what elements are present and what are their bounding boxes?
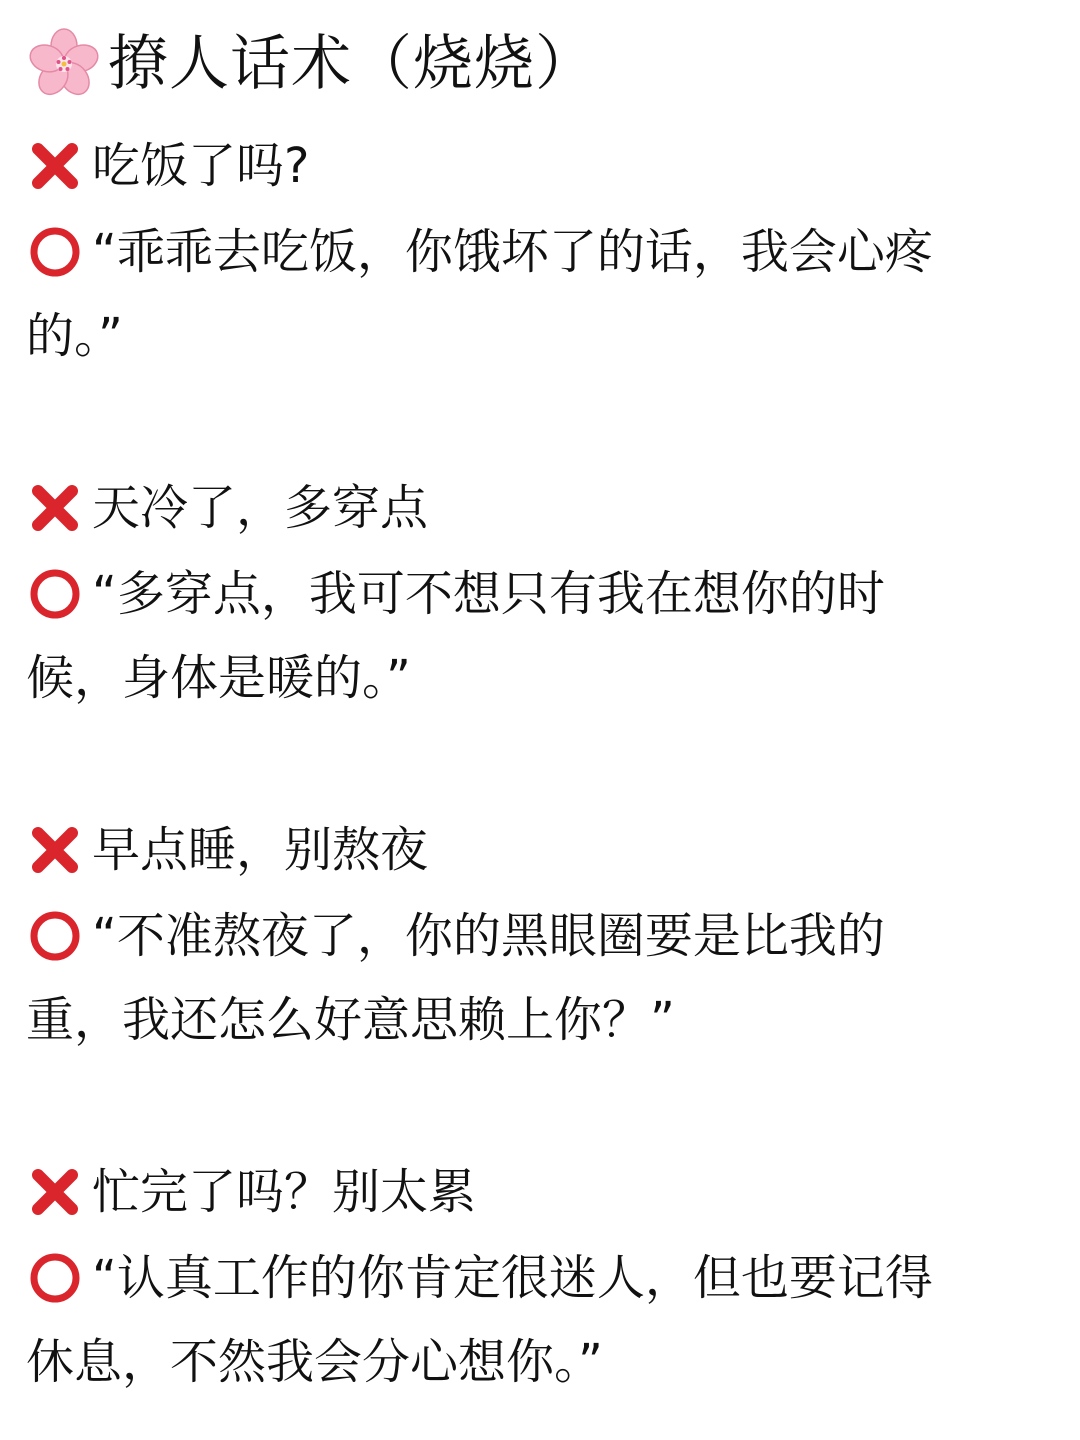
cross-mark-icon <box>26 137 84 195</box>
title-row <box>26 24 596 104</box>
good-phrase: “不准熬夜了，你的黑眼圈要是比我的 <box>92 908 885 964</box>
entry-2-good-cont <box>26 636 1056 720</box>
entry-2-bad <box>26 466 1056 550</box>
entry-4-bad <box>26 1150 1056 1234</box>
good-phrase-cont: 的。” <box>26 308 123 364</box>
cross-mark-icon <box>26 1163 84 1221</box>
entry-3-good <box>26 894 1056 978</box>
cross-mark-icon <box>26 821 84 879</box>
hollow-circle-icon <box>26 565 84 623</box>
bad-phrase: 天冷了，多穿点 <box>92 480 429 536</box>
entry-2-good <box>26 552 1056 636</box>
page-title: 撩人话术（烧烧） <box>108 29 596 99</box>
good-phrase-cont: 休息，不然我会分心想你。” <box>26 1334 603 1390</box>
entry-3-good-cont <box>26 978 1056 1062</box>
good-phrase-cont: 重，我还怎么好意思赖上你？” <box>26 992 675 1048</box>
entry-1-bad <box>26 124 1056 208</box>
bad-phrase: 忙完了吗？别太累 <box>92 1164 477 1220</box>
entry-1-good-cont <box>26 294 1056 378</box>
good-phrase-cont: 候，身体是暖的。” <box>26 650 411 706</box>
hollow-circle-icon <box>26 1249 84 1307</box>
good-phrase: “多穿点，我可不想只有我在想你的时 <box>92 566 885 622</box>
bad-phrase: 吃饭了吗? <box>92 138 310 194</box>
entry-4-good <box>26 1236 1056 1320</box>
entry-3-bad <box>26 808 1056 892</box>
hollow-circle-icon <box>26 223 84 281</box>
cross-mark-icon <box>26 479 84 537</box>
good-phrase: “乖乖去吃饭，你饿坏了的话，我会心疼 <box>92 224 933 280</box>
bad-phrase: 早点睡，别熬夜 <box>92 822 429 878</box>
cherry-blossom-icon <box>26 26 102 102</box>
hollow-circle-icon <box>26 907 84 965</box>
entry-1-good <box>26 210 1056 294</box>
entry-4-good-cont <box>26 1320 1056 1404</box>
good-phrase: “认真工作的你肯定很迷人，但也要记得 <box>92 1250 933 1306</box>
